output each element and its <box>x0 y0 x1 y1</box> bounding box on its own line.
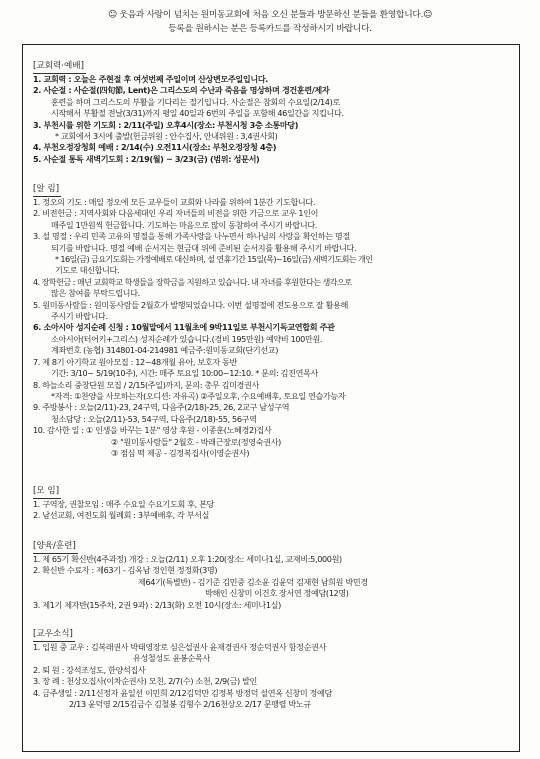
item-lunar-new-year-note-cont: 기도로 대신합니다. <box>55 265 120 276</box>
item-pilgrimage-cont: 소아시아(터어키+그리스) 성지순례가 있습니다.(경비 195만원) 예약비 100만원. <box>51 333 323 344</box>
item-wonmidong-people: 5. 원미동사람들 : 원미동사람들 2월호가 발행되었습니다. 이번 설명절에 전도용으로 잘 활용해 <box>33 299 348 310</box>
item-thanks-2: ② "원미동사람들" 2월호 - 박래근장로(정영숙권사) <box>111 436 281 447</box>
item-lunar-new-year-note: * 16일(금) 금요기도회는 가정예배로 대신하며, 설 연휴기간 15일(목)~16일(금) 새벽기도회는 개인 <box>55 254 373 265</box>
item-monthly-meeting: 2. 남선교회, 여전도회 월례회 : 3부예배후, 각 부서실 <box>33 510 210 521</box>
section-title: [알 림] <box>33 183 518 197</box>
item-pilgrimage: 6. 소아시아 성지순례 신청 : 10월말에서 11월초에 9박11일로 부천시기독교연합회 주관 <box>33 322 335 333</box>
item-vision-offering-cont: 매주일 1만원씩 헌금합니다. 기도하는 마음으로 많이 동참하여 주시기 바랍니다. <box>51 219 318 230</box>
item-noon-prayer: 1. 정오의 기도 : 매일 정오에 모든 교우들이 교회와 나라를 위하여 1분간 기도합니다. <box>33 197 316 207</box>
item-kitchen-service: 9. 주방봉사 : 오늘(2/11)-23, 24구역, 다음주(2/18)-25, 26, 2교구 남성구역 <box>33 402 290 413</box>
item-graduates-64-cont: 박해인 신창미 이건호 장서연 정예담(12명) <box>205 588 349 599</box>
section-title: [모 임] <box>33 485 518 499</box>
section-announcements <box>33 183 518 459</box>
item-wonmidong-people-cont: 주시기 바랍니다. <box>51 311 108 322</box>
item-baby-school-period: 기간: 3/10~ 5/19(10주), 시간: 매주 토요일 10:00~12:10. * 문의: 김진연목사 <box>51 368 319 379</box>
item-vision-offering: 2. 비전헌금 : 지역사회와 다음세대인 우리 자녀들의 비전을 위한 기금으로 교우 1인이 <box>33 208 319 219</box>
item-baby-school: 7. 제 8기 아기학교 원아모집 : 12~48개월 유아, 보호자 동반 <box>33 356 237 367</box>
welcome-line-2: 등록을 원하시는 분은 등록카드를 작성하시기 바랍니다. <box>168 24 372 34</box>
item-scholarship-cont: 많은 참여를 부탁드립니다. <box>51 288 140 299</box>
item-lunar-new-year: 3. 설 명절 : 우리 민족 고유의 명절을 통해 가족사랑을 나누면서 하나님의 사랑을 확인하는 명절 <box>33 231 350 242</box>
item-hospitalized: 1. 입원 중 교우 : 김복래권사 박태영장로 심은섭권사 윤재경권사 정순덕권사 함정순권사 <box>33 642 327 652</box>
item-thanks-3: ③ 점심 떡 제공 - 김정복집사(이영순권사) <box>111 447 250 458</box>
section-title: [교우소식] <box>33 628 518 642</box>
item-city-prayer-note: * 교회에서 3시에 출발(헌금위원 : 안수집사, 안내위원 : 3,4권사회) <box>55 131 278 142</box>
item-lent-cont: 시작해서 부활절 전날(3/31)까지 평일 40일과 6번의 주일을 포함해 46일간을 지킵니다. <box>51 108 344 119</box>
item-city-prayer: 3. 부천시를 위한 기도회 : 2/11(주일) 오후4시(장소: 부천시청 3층 소통마당) <box>33 119 299 130</box>
item-city-hall-service: 4. 부천오정장청회 예배 : 2/14(수) 오전11시(장소: 부천오정장청 4층) <box>33 142 277 153</box>
section-meetings <box>33 485 518 522</box>
section-member-news <box>33 628 518 710</box>
welcome-message <box>20 8 520 36</box>
item-lunar-new-year-cont: 되기를 바랍니다. 명절 예배 순서지는 현금대 위에 준비된 순서지를 활용해 주시기 바랍니다. <box>51 242 357 253</box>
item-birthdays: 4. 금주생일 : 2/11신정자 윤일선 이민희 2/12김덕만 김정복 방정덕 설연옥 신창미 정예담 <box>33 687 332 698</box>
item-hospitalized-cont: 유성철성도 윤봉순목사 <box>133 653 210 664</box>
item-group-leaders: 1. 구역장, 권찰모임 : 매주 수요일 수요기도회 후, 본당 <box>33 499 215 509</box>
item-graduates-64: 제64기(특별반) - 김기준 김민중 김소윤 김윤덕 김재현 남희원 박민경 <box>138 576 368 587</box>
item-choir-qualification: *자격: ①찬양을 사모하는자(오디션: 자유곡) ②주일오후, 수요예배후, 토요일 연습가능자 <box>51 390 346 401</box>
item-scholarship: 4. 장학헌금 : 매년 교회학교 학생들을 장학금을 지원하고 있습니다. 내 자녀를 후원한다는 생각으로 <box>33 276 352 287</box>
item-birthdays-cont: 2/13 윤덕영 2/15김금수 김철봉 김형수 2/16천상오 2/17 문맹렬 박노규 <box>69 699 311 710</box>
item-cleaning: 청소담당 : 오늘(2/11)-53, 54구역, 다음주(2/18)-55, 56구역 <box>51 413 257 424</box>
item-thanks: 10. 감사한 일 : ① 인생을 바꾸는 1분" 영상 후원 - 이종훈(노혜경2)집사 <box>33 425 272 436</box>
item-graduates: 2. 확신반 수료자 : 제63기 - 김옥남 정인현 정정화(3명) <box>33 565 218 576</box>
item-dawn-prayer: 5. 사순절 통독 새벽기도회 : 2/19(월) ~ 3/23(금) (범위: 성문서) <box>33 153 260 164</box>
item-church-calendar: 1. 교회력 : 오늘은 주현절 후 여섯번째 주일이며 산상변모주일입니다. <box>33 74 269 84</box>
section-training <box>33 540 518 611</box>
section-church-calendar <box>33 60 518 165</box>
item-lent-cont: 훈련을 하며 그리스도의 부활을 기다리는 절기입니다. 사순절은 참회의 수요일(2/14)로 <box>51 96 340 107</box>
section-title: [양육/훈련] <box>33 540 518 554</box>
item-discharged: 2. 퇴 원 : 강석조성도, 한양석집사 <box>33 664 146 675</box>
item-lent: 2. 사순절 : 사순절(四旬節, Lent)은 그리스도의 수난과 죽음을 명상하며 경건훈련/제자 <box>33 85 330 96</box>
item-assurance-class: 1. 제 65기 확신반(4주과정) 개강 : 오늘(2/11) 오후 1:20(장소: 세미나1실, 교재비:5,000원) <box>33 554 342 564</box>
item-funeral: 3. 장 례 : 천상오집사(이차순권사) 모친, 2/7(수) 소천, 2/9(금) 발인 <box>33 676 258 687</box>
item-disciple-class: 3. 제1기 제자반(15주차, 2권 9과) : 2/13(화) 오전 10시(장소: 세미나1실) <box>33 599 281 610</box>
section-title: [교회력·예배] <box>33 60 518 74</box>
welcome-line-1: ☺ 웃음과 사랑이 넘치는 원미동교회에 처음 오신 분들과 방문하신 분들을 환영합니다.☺ <box>108 10 432 20</box>
item-pilgrimage-account: 계좌번호 (농협) 314801-04-214981 예금주:원미동교회(단기선교) <box>51 345 279 356</box>
item-choir: 8. 하늘소리 중창단원 모집 / 2/15(주일)까지, 문의: 총무 김미경권사 <box>33 379 259 390</box>
